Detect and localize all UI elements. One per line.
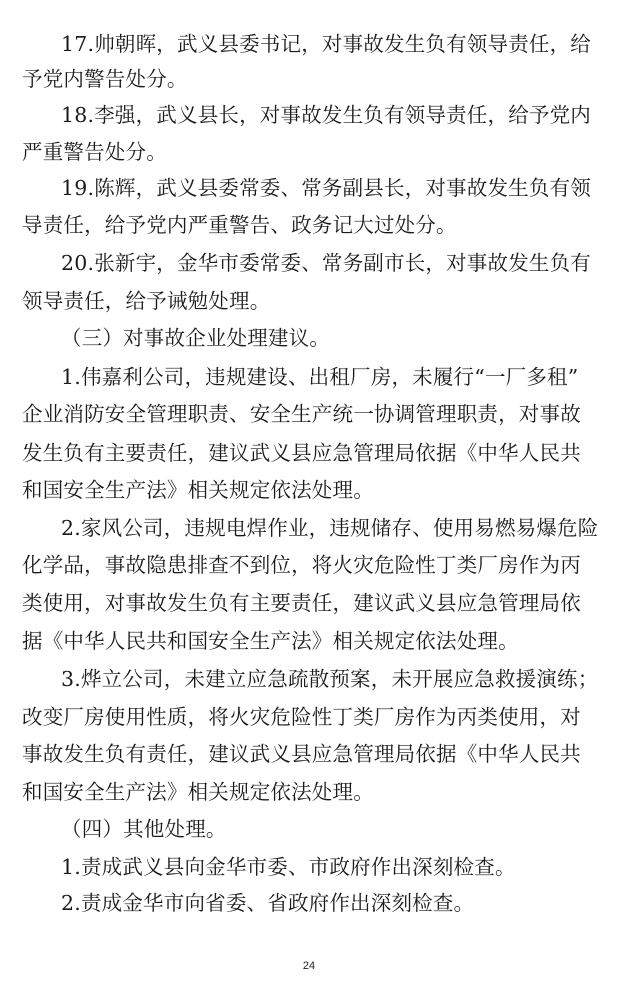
text-line: 18.李强，武义县长，对事故发生负有领导责任，给予党内 (61, 103, 592, 127)
text-line: 严重警告处分。 (22, 140, 167, 164)
text-line: 导责任，给予党内严重警告、政务记大过处分。 (22, 213, 457, 237)
text-line: 据《中华人民共和国安全生产法》相关规定依法处理。 (22, 629, 519, 653)
text-line: 20.张新宇，金华市委常委、常务副市长，对事故发生负有 (61, 251, 592, 275)
text-line: 领导责任，给予诫勉处理。 (22, 289, 271, 313)
text-line: 3.烨立公司，未建立应急疏散预案，未开展应急救援演练； (61, 667, 599, 691)
text-line: 19.陈辉，武义县委常委、常务副县长，对事故发生负有领 (61, 176, 592, 200)
page-number: 24 (302, 960, 316, 972)
text-line: 化学品，事故隐患排查不到位，将火灾危险性丁类厂房作为丙 (22, 553, 581, 577)
text-line: 发生负有主要责任，建议武义县应急管理局依据《中华人民共 (22, 441, 581, 465)
text-line: 改变厂房使用性质，将火灾危险性丁类厂房作为丙类使用，对 (22, 705, 581, 729)
section-heading: （四）其他处理。 (61, 817, 227, 841)
text-line: 1.伟嘉利公司，违规建设、出租厂房，未履行“一厂多租” (61, 365, 579, 389)
section-heading: （三）对事故企业处理建议。 (61, 326, 331, 350)
text-line: 企业消防安全管理职责、安全生产统一协调管理职责，对事故 (22, 402, 581, 426)
text-line: 事故发生负有责任，建议武义县应急管理局依据《中华人民共 (22, 742, 581, 766)
text-line: 类使用，对事故发生负有主要责任，建议武义县应急管理局依 (22, 591, 581, 615)
text-line: 予党内警告处分。 (22, 67, 188, 91)
text-line: 2.责成金华市向省委、省政府作出深刻检查。 (61, 891, 475, 915)
text-line: 1.责成武义县向金华市委、市政府作出深刻检查。 (61, 855, 516, 879)
text-line: 2.家风公司，违规电焊作业，违规储存、使用易燃易爆危险 (61, 516, 599, 540)
text-line: 和国安全生产法》相关规定依法处理。 (22, 780, 374, 804)
text-line: 和国安全生产法》相关规定依法处理。 (22, 478, 374, 502)
text-line: 17.帅朝晖，武义县委书记，对事故发生负有领导责任，给 (61, 32, 592, 56)
